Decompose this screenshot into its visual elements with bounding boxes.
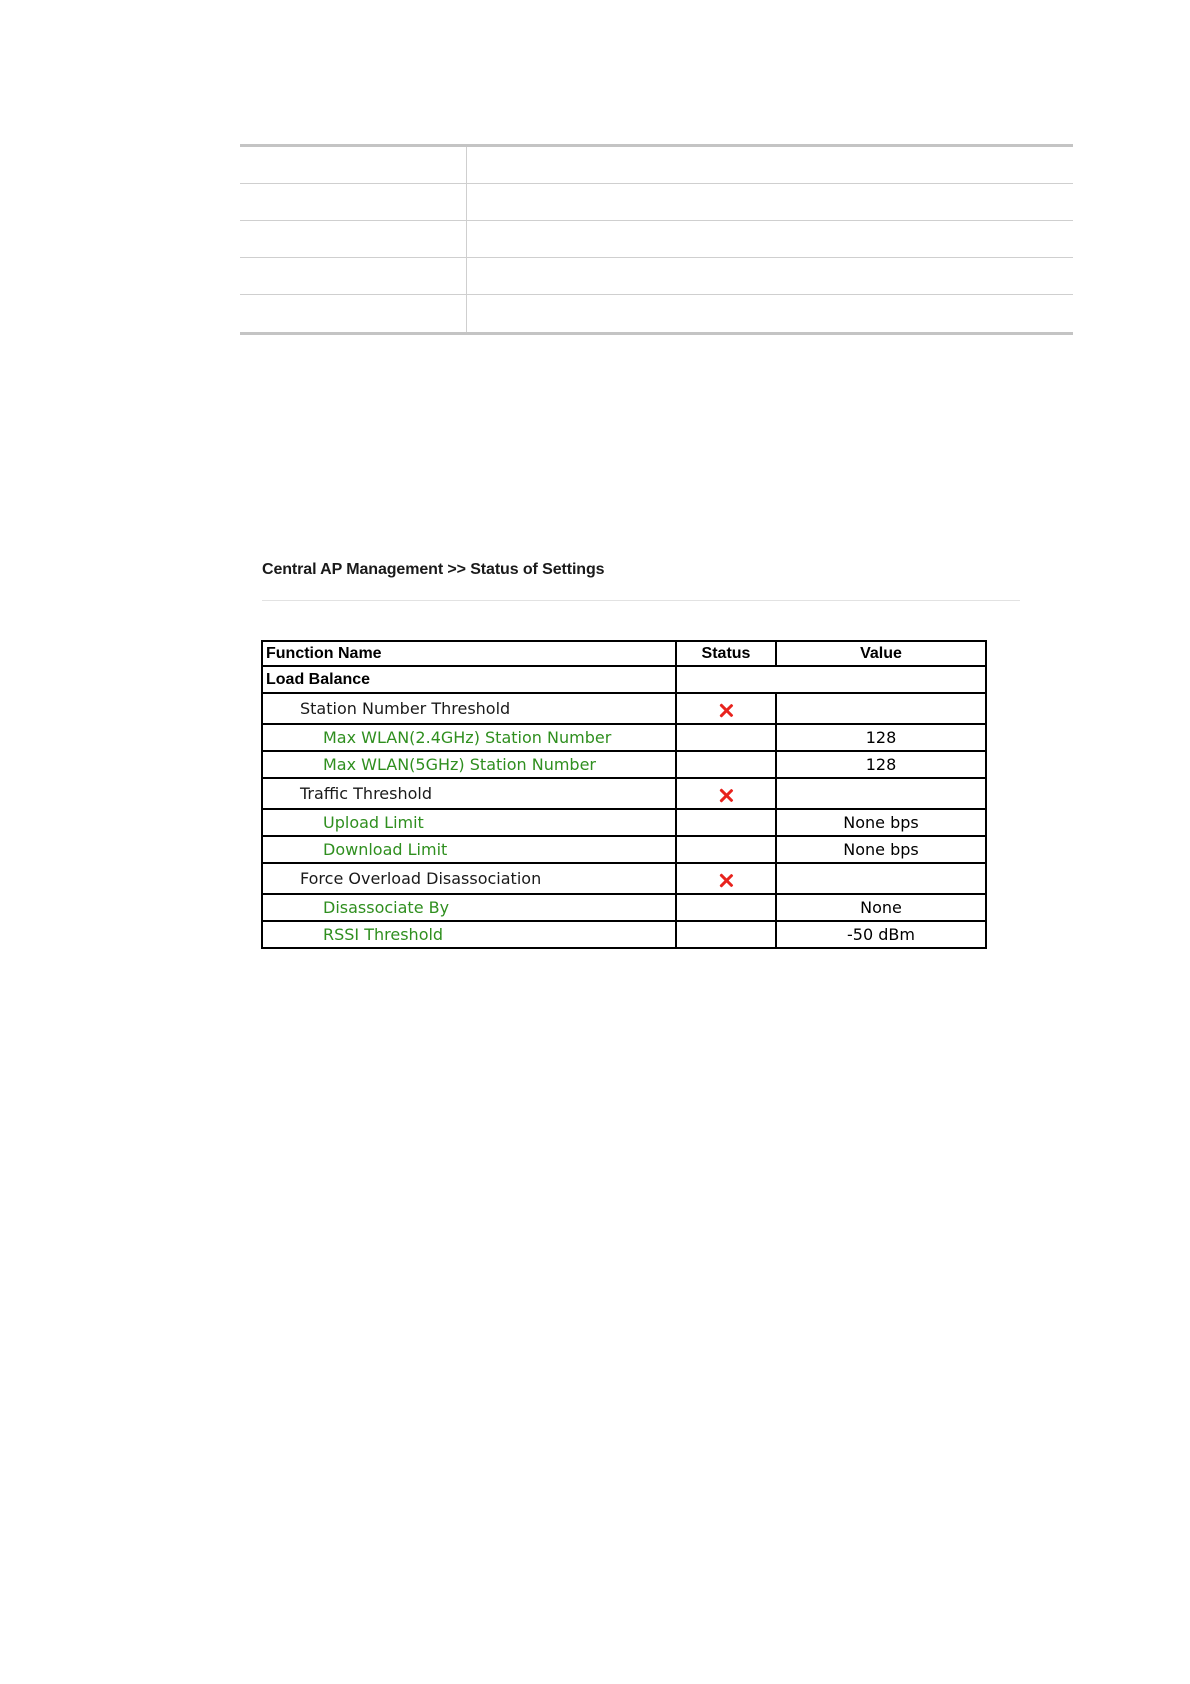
status-cell bbox=[676, 809, 776, 836]
group-empty-cell bbox=[676, 666, 986, 693]
table-row-upload-limit bbox=[262, 809, 986, 836]
value-cell bbox=[776, 693, 986, 724]
header-status: Status bbox=[676, 641, 776, 666]
reference-table-cell bbox=[240, 221, 467, 257]
feature-name: Station Number Threshold bbox=[262, 693, 676, 724]
reference-table bbox=[240, 144, 1073, 335]
status-cell bbox=[676, 751, 776, 778]
disabled-x-icon bbox=[719, 788, 733, 802]
table-row-max-wlan-5-station bbox=[262, 751, 986, 778]
table-row-disassociate-by bbox=[262, 894, 986, 921]
reference-table-cell bbox=[240, 258, 467, 294]
table-row-max-wlan-24-station bbox=[262, 724, 986, 751]
reference-table-cell bbox=[467, 295, 1073, 332]
feature-name: Force Overload Disassociation bbox=[262, 863, 676, 894]
value-cell: None bps bbox=[776, 809, 986, 836]
breadcrumb-divider bbox=[262, 600, 1020, 601]
table-row-traffic-threshold bbox=[262, 778, 986, 809]
table-row-station-number-threshold bbox=[262, 693, 986, 724]
reference-table-cell bbox=[467, 147, 1073, 183]
parameter-name: Upload Limit bbox=[262, 809, 676, 836]
parameter-name: Max WLAN(5GHz) Station Number bbox=[262, 751, 676, 778]
reference-table-cell bbox=[467, 258, 1073, 294]
page-breadcrumb: Central AP Management >> Status of Settings bbox=[262, 561, 605, 578]
status-cell bbox=[676, 778, 776, 809]
reference-table-cell bbox=[240, 295, 467, 332]
parameter-name: RSSI Threshold bbox=[262, 921, 676, 948]
reference-table-row bbox=[240, 295, 1073, 332]
table-row-download-limit bbox=[262, 836, 986, 863]
value-cell bbox=[776, 778, 986, 809]
status-cell bbox=[676, 724, 776, 751]
reference-table-cell bbox=[240, 184, 467, 220]
header-value: Value bbox=[776, 641, 986, 666]
value-cell: -50 dBm bbox=[776, 921, 986, 948]
disabled-x-icon bbox=[719, 703, 733, 717]
disabled-x-icon bbox=[719, 873, 733, 887]
parameter-name: Disassociate By bbox=[262, 894, 676, 921]
status-cell bbox=[676, 921, 776, 948]
table-header-row bbox=[262, 641, 986, 666]
reference-table-cell bbox=[467, 184, 1073, 220]
reference-table-cell bbox=[240, 147, 467, 183]
value-cell: 128 bbox=[776, 751, 986, 778]
group-row-load-balance bbox=[262, 666, 986, 693]
reference-table-row bbox=[240, 221, 1073, 258]
parameter-name: Download Limit bbox=[262, 836, 676, 863]
value-cell: None bbox=[776, 894, 986, 921]
table-row-force-overload-disassociation bbox=[262, 863, 986, 894]
reference-table-row bbox=[240, 258, 1073, 295]
status-cell bbox=[676, 863, 776, 894]
reference-table-cell bbox=[467, 221, 1073, 257]
reference-table-row bbox=[240, 147, 1073, 184]
header-function-name: Function Name bbox=[262, 641, 676, 666]
feature-name: Traffic Threshold bbox=[262, 778, 676, 809]
value-cell bbox=[776, 863, 986, 894]
group-label: Load Balance bbox=[262, 666, 676, 693]
status-cell bbox=[676, 894, 776, 921]
table-row-rssi-threshold bbox=[262, 921, 986, 948]
value-cell: 128 bbox=[776, 724, 986, 751]
status-cell bbox=[676, 836, 776, 863]
status-settings-table bbox=[261, 640, 987, 949]
parameter-name: Max WLAN(2.4GHz) Station Number bbox=[262, 724, 676, 751]
status-cell bbox=[676, 693, 776, 724]
reference-table-row bbox=[240, 184, 1073, 221]
value-cell: None bps bbox=[776, 836, 986, 863]
